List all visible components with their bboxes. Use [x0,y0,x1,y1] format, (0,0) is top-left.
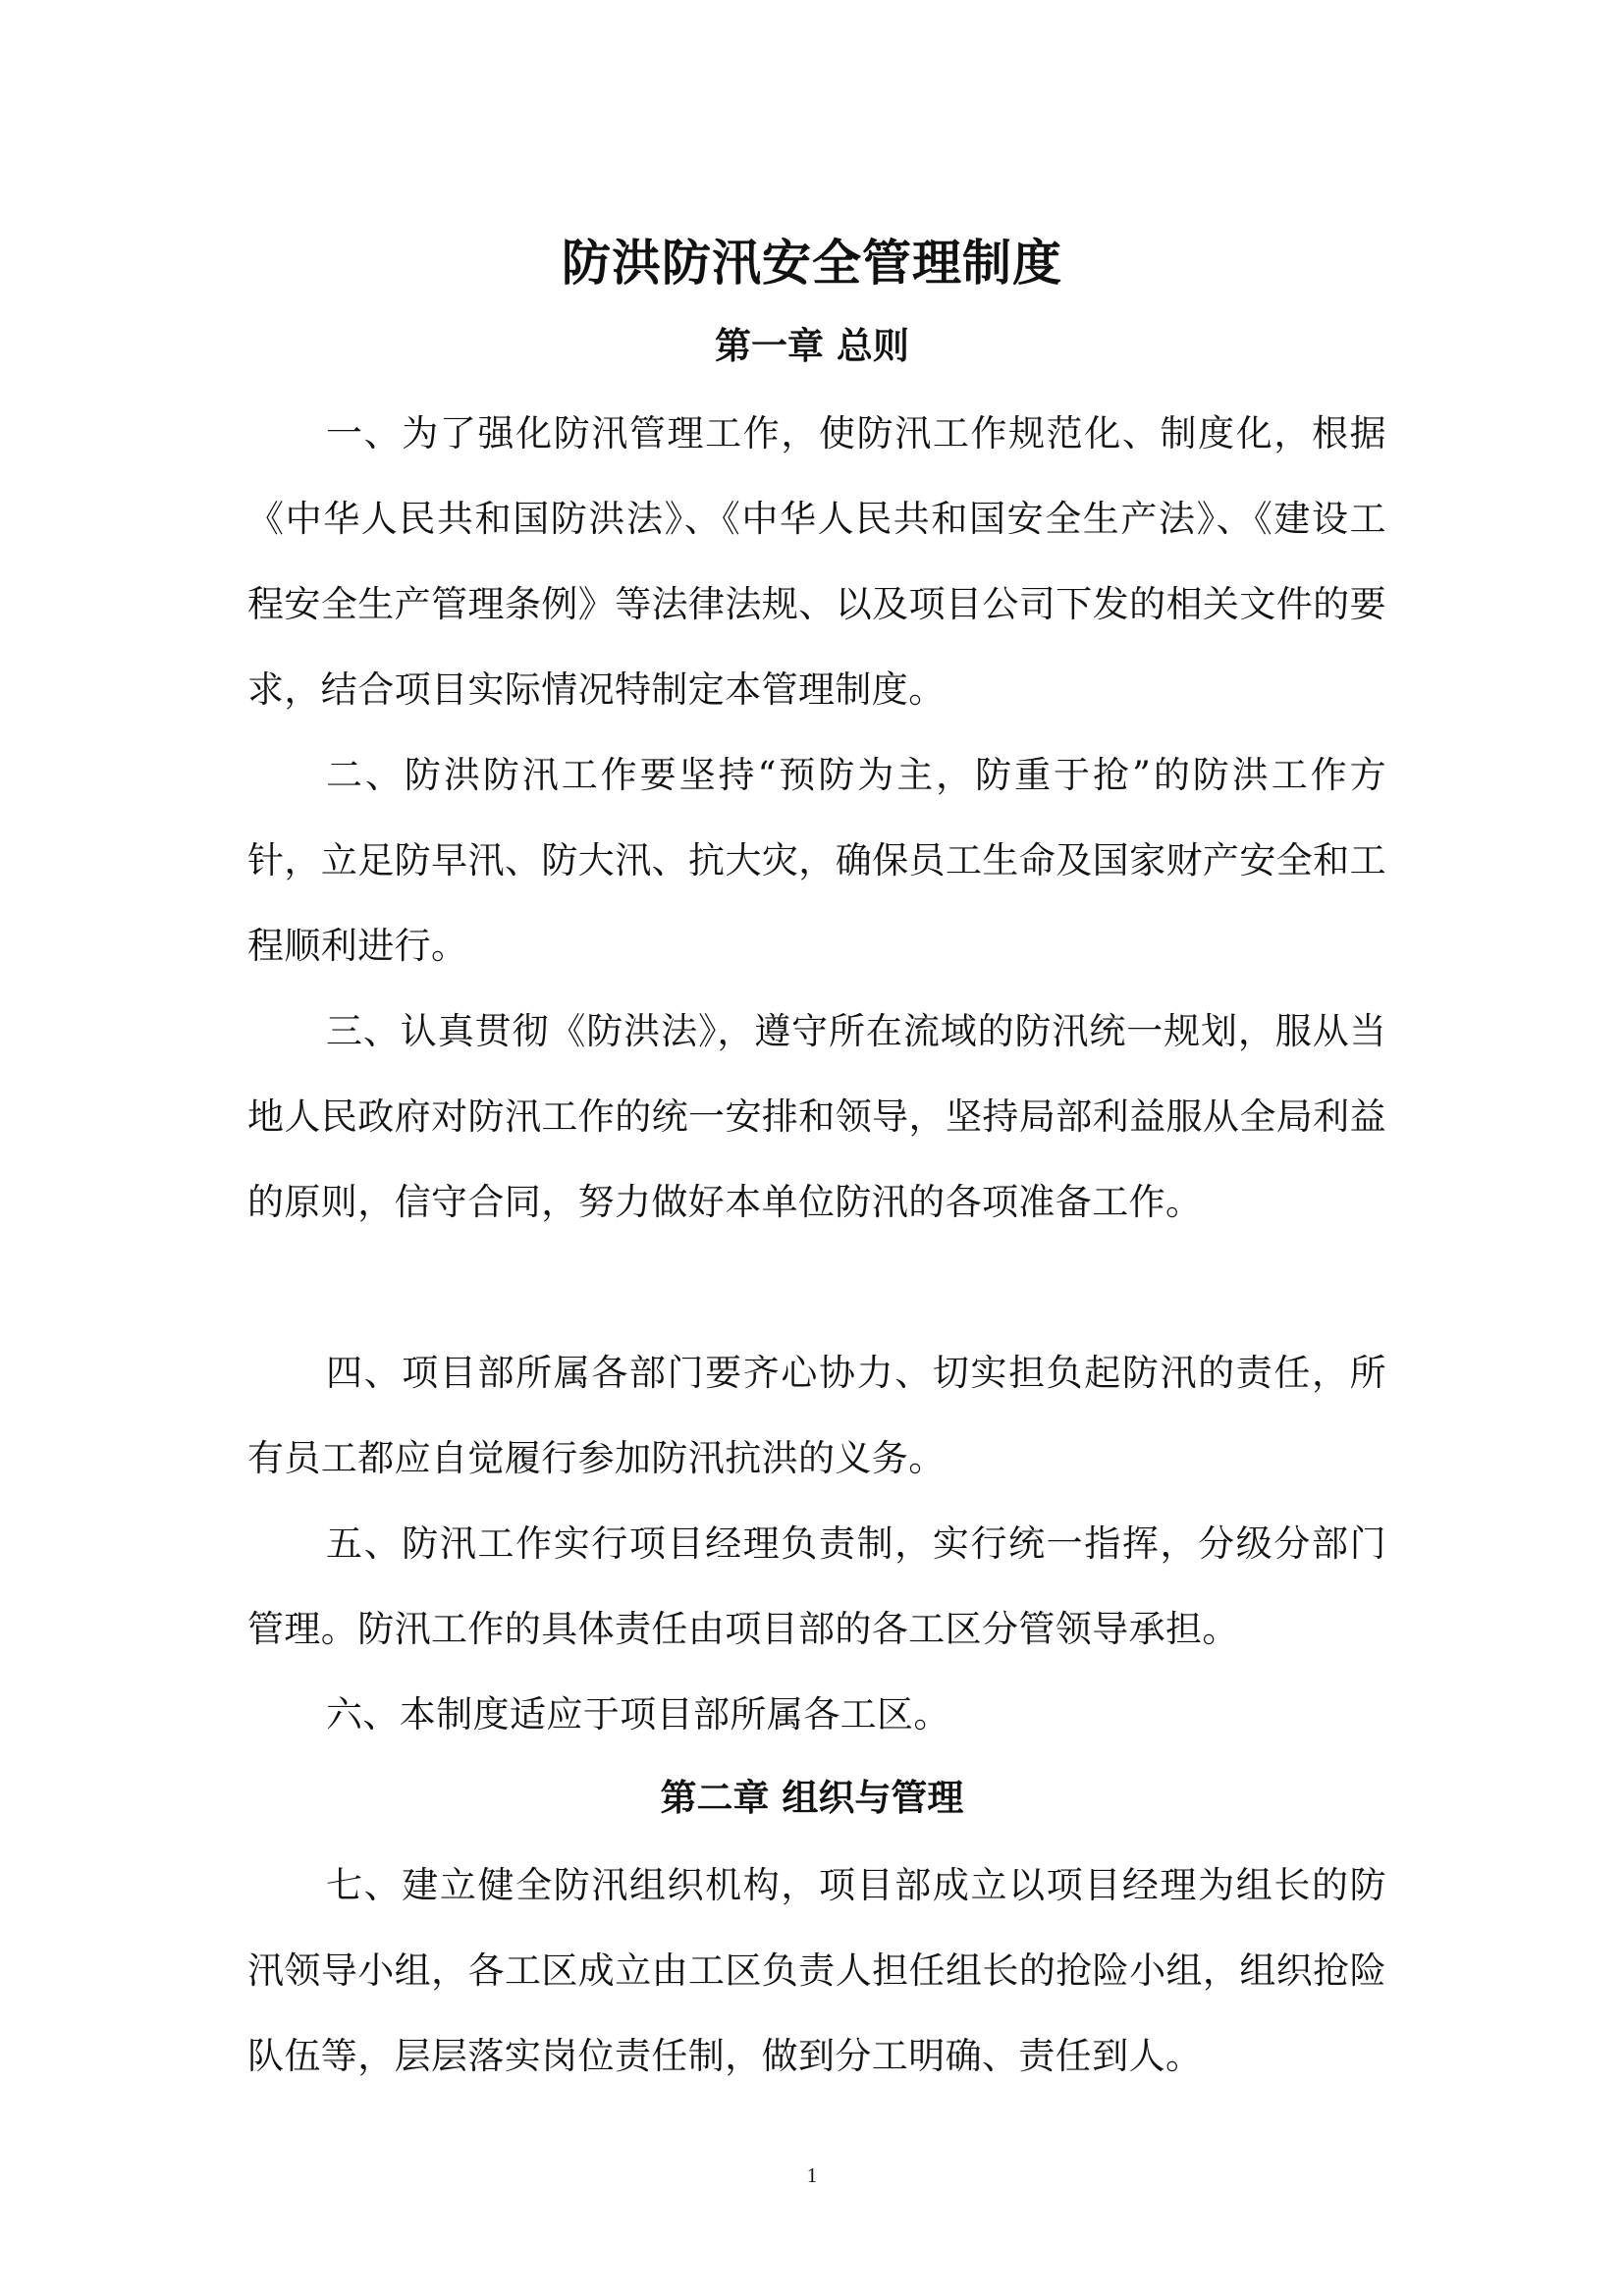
paragraph-2: 二、防洪防汛工作要坚持“预防为主，防重于抢”的防洪工作方针，立足防早汛、防大汛、抗大灾，确保员工生命及国家财产安全和工程顺利进行。 [247,754,1386,967]
paragraph-5: 五、防汛工作实行项目经理负责制，实行统一指挥，分级分部门管理。防汛工作的具体责任由项目部的各工区分管领导承担。 [247,1522,1386,1650]
paragraph-3: 三、认真贯彻《防洪法》，遵守所在流域的防汛统一规划，服从当地人民政府对防汛工作的统一安排和领导，坚持局部利益服从全局利益的原则，信守合同，努力做好本单位防汛的各项准备工作。 [247,1010,1386,1223]
paragraph-1: 一、为了强化防汛管理工作，使防汛工作规范化、制度化，根据《中华人民共和国防洪法》、《中华人民共和国安全生产法》、《建设工程安全生产管理条例》等法律法规、以及项目公司下发的相关文件的要求，结合项目实际情况特制定本管理制度。 [247,412,1386,711]
document-title: 防洪防汛安全管理制度 [562,234,1062,292]
paragraph-4: 四、项目部所属各部门要齐心协力、切实担负起防汛的责任，所有员工都应自觉履行参加防汛抗洪的义务。 [247,1352,1386,1479]
page-number: 1 [806,2163,818,2187]
chapter-1-title: 第一章 总则 [715,324,909,367]
paragraph-6: 六、本制度适应于项目部所属各工区。 [326,1693,950,1735]
chapter-2-title: 第二章 组织与管理 [660,1776,964,1819]
paragraph-7: 七、建立健全防汛组织机构，项目部成立以项目经理为组长的防汛领导小组，各工区成立由工区负责人担任组长的抢险小组，组织抢险队伍等，层层落实岗位责任制，做到分工明确、责任到人。 [247,1864,1386,2077]
